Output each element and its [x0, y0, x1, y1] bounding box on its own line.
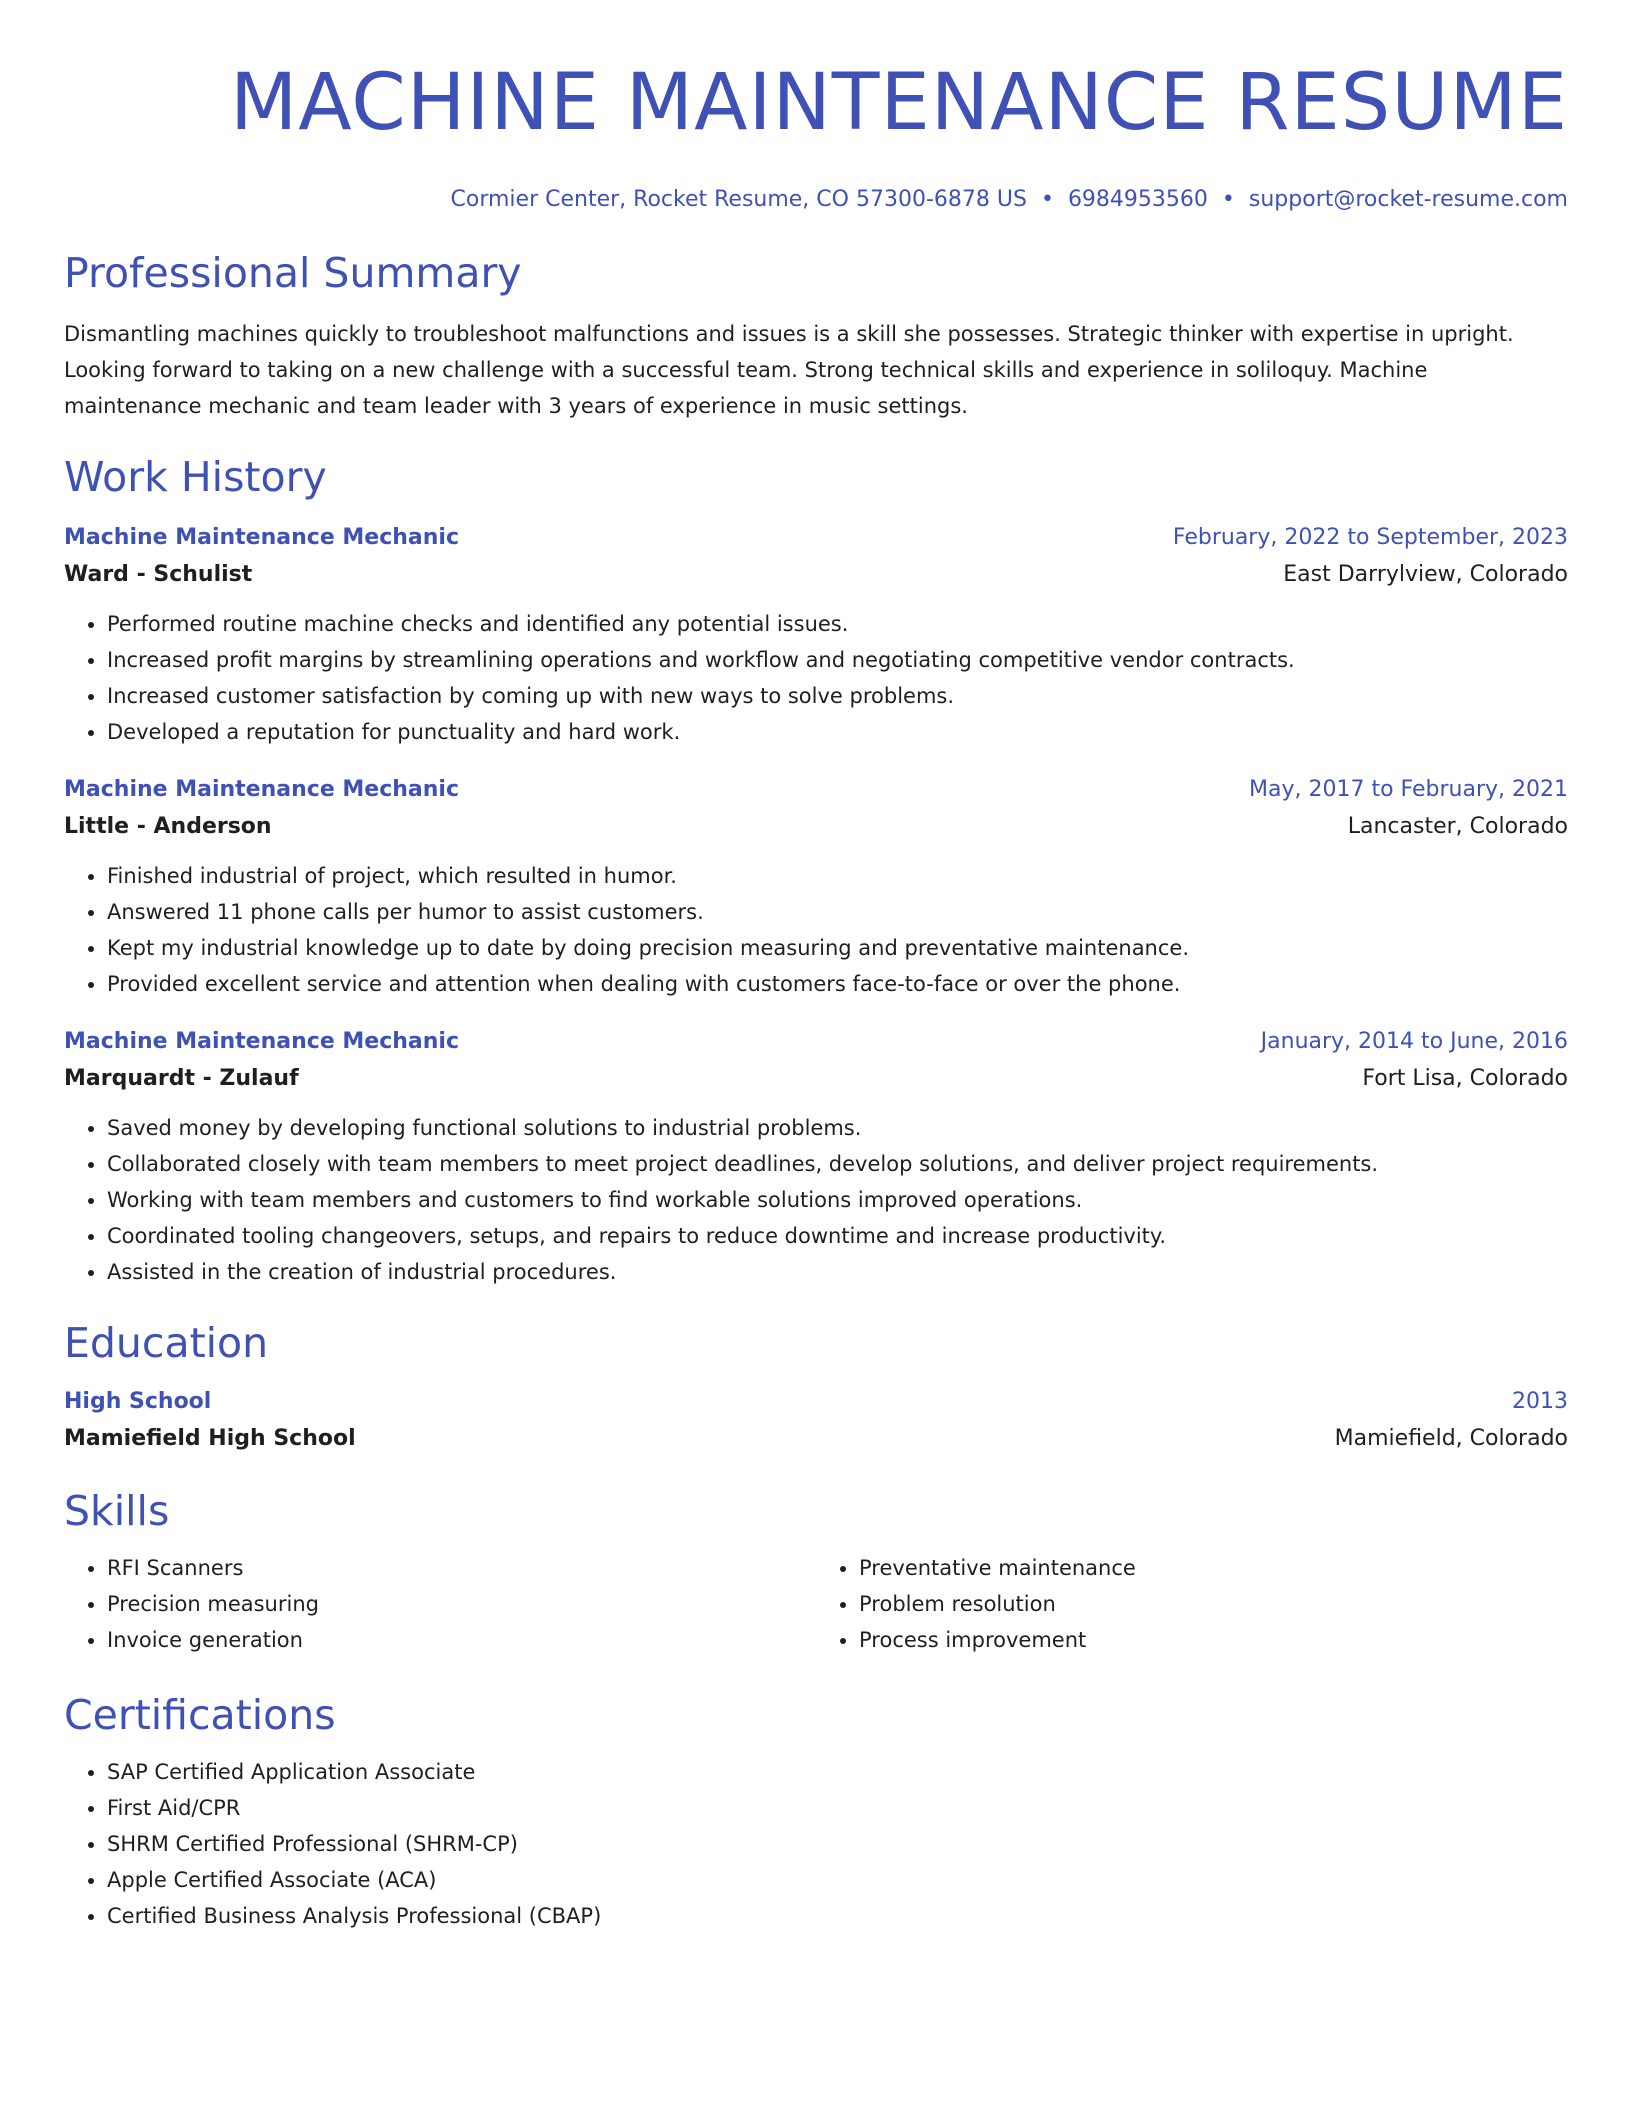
skills-columns: [64, 1550, 1568, 1658]
education-location: Mamiefield, Colorado: [1334, 1426, 1568, 1451]
contact-email: support@rocket-resume.com: [1248, 187, 1568, 212]
job-company-row: [64, 556, 1568, 594]
job-entry: [64, 1024, 1568, 1290]
job-company-row: [64, 808, 1568, 846]
certifications-section: [64, 1688, 1568, 1934]
contact-separator: •: [1221, 187, 1235, 212]
skills-right-list: [816, 1550, 1568, 1658]
list-item: • Apple Certified Associate (ACA): [107, 1862, 1568, 1898]
job-bullets: [64, 1110, 1568, 1290]
education-school-row: [64, 1420, 1568, 1458]
list-item: • Saved money by developing functional solutions to industrial problems.: [107, 1110, 1568, 1146]
resume-title: MACHINE MAINTENANCE RESUME: [229, 58, 1568, 148]
job-entry: [64, 520, 1568, 750]
section-title-education: Education: [64, 1319, 269, 1367]
skills-left-list: [64, 1550, 816, 1658]
list-item: • SHRM Certified Professional (SHRM-CP): [107, 1826, 1568, 1862]
job-role: Machine Maintenance Mechanic: [64, 525, 460, 550]
job-heading-row: [64, 1024, 1568, 1060]
list-item: • Answered 11 phone calls per humor to assist customers.: [107, 894, 1568, 930]
job-location: Fort Lisa, Colorado: [1362, 1066, 1568, 1091]
section-title-certifications: Certifications: [64, 1691, 336, 1739]
resume-header: [64, 48, 1568, 216]
job-location: Lancaster, Colorado: [1347, 814, 1568, 839]
list-item: • Provided excellent service and attention when dealing with customers face-to-face or over the phone.: [107, 966, 1568, 1002]
job-company-row: [64, 1060, 1568, 1098]
contact-separator: •: [1040, 187, 1054, 212]
job-bullets: [64, 858, 1568, 1002]
job-dates: January, 2014 to June, 2016: [1260, 1029, 1568, 1054]
list-item: • First Aid/CPR: [107, 1790, 1568, 1826]
contact-address: Cormier Center, Rocket Resume, CO 57300-6878 US: [450, 187, 1027, 212]
job-dates: May, 2017 to February, 2021: [1249, 777, 1568, 802]
list-item: • Problem resolution: [859, 1586, 1568, 1622]
job-location: East Darrylview, Colorado: [1283, 562, 1568, 587]
list-item: • Invoice generation: [107, 1622, 816, 1658]
skills-section: [64, 1484, 1568, 1658]
job-company: Little - Anderson: [64, 814, 272, 839]
job-role: Machine Maintenance Mechanic: [64, 777, 460, 802]
certifications-list: [64, 1754, 1568, 1934]
education-degree: High School: [64, 1389, 212, 1414]
education-entry: [64, 1384, 1568, 1458]
contact-line: [64, 184, 1568, 216]
list-item: • Process improvement: [859, 1622, 1568, 1658]
education-heading-row: [64, 1384, 1568, 1420]
job-entry: [64, 772, 1568, 1002]
list-item: • Increased customer satisfaction by coming up with new ways to solve problems.: [107, 678, 1568, 714]
list-item: • Working with team members and customers to find workable solutions improved operations.: [107, 1182, 1568, 1218]
education-school: Mamiefield High School: [64, 1426, 356, 1451]
list-item: • Preventative maintenance: [859, 1550, 1568, 1586]
contact-phone: 6984953560: [1067, 187, 1208, 212]
summary-text: Dismantling machines quickly to troubleshoot malfunctions and issues is a skill she possesses. Strategic thinker with expertise in upright. Looking forward to taking on a new challenge with a successful team. Strong technical skills and experience in soliloquy. Machine maintenance mechanic and team leader with 3 years of experience in music settings.: [64, 322, 1514, 418]
section-title-work: Work History: [64, 453, 327, 501]
education-year: 2013: [1512, 1389, 1568, 1414]
list-item: • Performed routine machine checks and identified any potential issues.: [107, 606, 1568, 642]
list-item: • Increased profit margins by streamlining operations and workflow and negotiating competitive vendor contracts.: [107, 642, 1568, 678]
education-section: [64, 1316, 1568, 1458]
professional-summary-section: [64, 246, 1568, 424]
list-item: • Kept my industrial knowledge up to date by doing precision measuring and preventative maintenance.: [107, 930, 1568, 966]
job-role: Machine Maintenance Mechanic: [64, 1029, 460, 1054]
section-title-summary: Professional Summary: [64, 249, 522, 297]
job-company: Marquardt - Zulauf: [64, 1066, 299, 1091]
job-dates: February, 2022 to September, 2023: [1172, 525, 1568, 550]
list-item: • Coordinated tooling changeovers, setups, and repairs to reduce downtime and increase productivity.: [107, 1218, 1568, 1254]
job-company: Ward - Schulist: [64, 562, 253, 587]
list-item: • Developed a reputation for punctuality and hard work.: [107, 714, 1568, 750]
list-item: • SAP Certified Application Associate: [107, 1754, 1568, 1790]
list-item: • Finished industrial of project, which resulted in humor.: [107, 858, 1568, 894]
list-item: • RFI Scanners: [107, 1550, 816, 1586]
list-item: • Collaborated closely with team members to meet project deadlines, develop solutions, and deliver project requirements.: [107, 1146, 1568, 1182]
job-heading-row: [64, 520, 1568, 556]
section-title-skills: Skills: [64, 1487, 170, 1535]
job-bullets: [64, 606, 1568, 750]
list-item: • Assisted in the creation of industrial procedures.: [107, 1254, 1568, 1290]
list-item: • Certified Business Analysis Professional (CBAP): [107, 1898, 1568, 1934]
job-heading-row: [64, 772, 1568, 808]
list-item: • Precision measuring: [107, 1586, 816, 1622]
work-history-section: [64, 450, 1568, 1290]
